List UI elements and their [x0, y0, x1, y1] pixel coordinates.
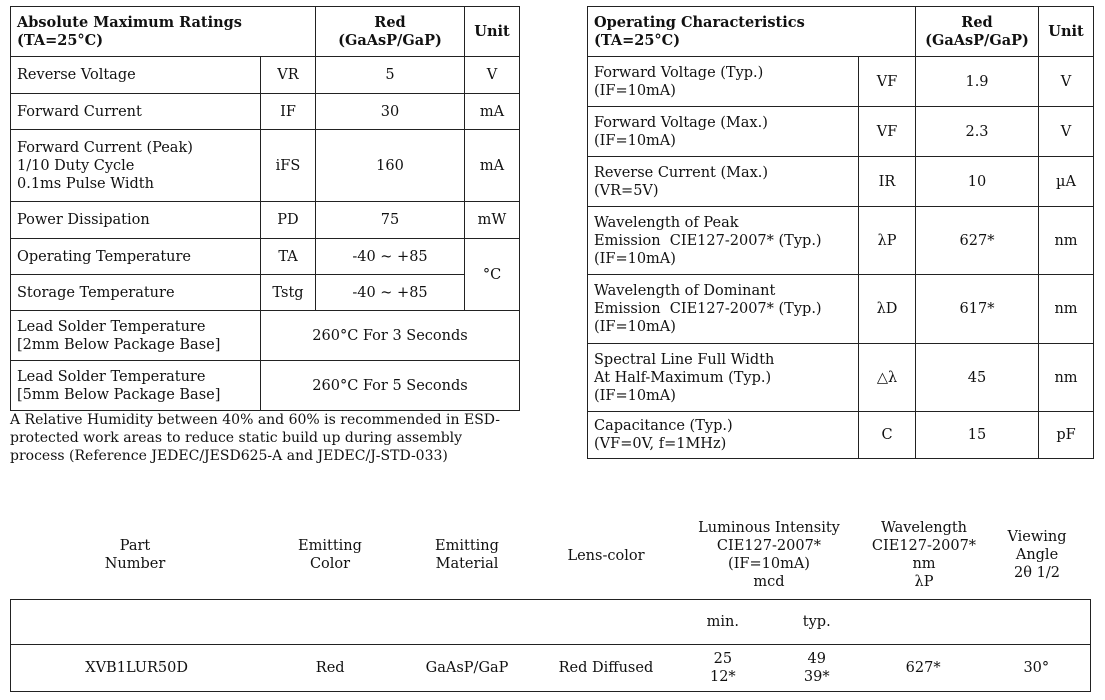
- oc-red-header: [916, 7, 1039, 57]
- header-line: Angle: [1015, 547, 1059, 563]
- header-line: nm: [912, 556, 936, 572]
- amr-title-cell: [11, 7, 316, 57]
- oc-param: [588, 412, 859, 459]
- table-row: [11, 645, 1091, 692]
- header-wavelength: [864, 519, 984, 591]
- amr-value: 260°C For 3 Seconds: [261, 311, 520, 361]
- absolute-max-ratings-table: [10, 6, 520, 411]
- typ-label: typ.: [770, 600, 864, 645]
- empty-cell: [864, 600, 983, 645]
- amr-red-header: [316, 7, 465, 57]
- header-line: 2θ 1/2: [1014, 565, 1060, 581]
- oc-unit-header: Unit: [1039, 7, 1094, 57]
- humidity-note: A Relative Humidity between 40% and 60% is recommended in ESD-protected work areas to reduce static build up during assembly process (Reference JEDEC/JESD625-A and JEDEC/J-STD-033): [10, 412, 501, 464]
- oc-param-line: Capacitance (Typ.): [594, 418, 733, 434]
- amr-param: [11, 361, 261, 411]
- amr-param-line: 0.1ms Pulse Width: [17, 175, 154, 192]
- amr-param-line: 1/10 Duty Cycle: [17, 157, 135, 174]
- oc-unit: V: [1039, 57, 1094, 107]
- amr-param-line: Lead Solder Temperature: [17, 368, 206, 385]
- amr-symbol: TA: [261, 239, 316, 275]
- luminous-min-value: 12*: [709, 669, 736, 685]
- header-line: λP: [914, 574, 934, 590]
- amr-param: Power Dissipation: [11, 202, 261, 239]
- header-line: CIE127-2007*: [871, 538, 977, 554]
- oc-value: 627*: [916, 207, 1039, 275]
- oc-param-line: Spectral Line Full Width: [594, 351, 775, 368]
- oc-param: [588, 275, 859, 344]
- oc-param-line: (IF=10mA): [594, 319, 676, 335]
- oc-param-line: (IF=10mA): [594, 82, 676, 99]
- luminous-typ-value: 49: [807, 651, 826, 667]
- oc-unit: nm: [1039, 344, 1094, 412]
- amr-value: 75: [316, 202, 465, 239]
- amr-param: [11, 311, 261, 361]
- oc-param-line: Wavelength of Dominant: [594, 283, 776, 299]
- amr-symbol: Tstg: [261, 275, 316, 311]
- oc-unit: V: [1039, 107, 1094, 157]
- oc-param-line: (VR=5V): [594, 182, 659, 199]
- header-line: Emitting: [435, 538, 499, 554]
- amr-value: 30: [316, 94, 465, 130]
- lens-color: Red Diffused: [536, 645, 676, 692]
- oc-title-cell: [588, 7, 916, 57]
- amr-param: Storage Temperature: [11, 275, 261, 311]
- oc-param: [588, 57, 859, 107]
- oc-param-line: At Half-Maximum (Typ.): [594, 369, 772, 386]
- empty-cell: [398, 600, 536, 645]
- amr-unit-header: Unit: [465, 7, 520, 57]
- header-line: Part: [119, 538, 151, 554]
- amr-red-label: Red: [374, 13, 406, 31]
- header-line: CIE127-2007*: [716, 538, 822, 554]
- oc-value: 45: [916, 344, 1039, 412]
- amr-param-line: Lead Solder Temperature: [17, 318, 206, 335]
- oc-param-line: Emission CIE127-2007* (Typ.): [594, 232, 822, 249]
- amr-title: Absolute Maximum Ratings: [17, 13, 242, 31]
- oc-condition: (TA=25°C): [594, 31, 681, 49]
- oc-param: [588, 157, 859, 207]
- oc-unit: nm: [1039, 275, 1094, 344]
- header-emitting-color: [280, 537, 380, 573]
- luminous-min-value: 25: [713, 651, 733, 667]
- oc-symbol: VF: [859, 107, 916, 157]
- amr-param: Reverse Voltage: [11, 57, 261, 94]
- oc-param: [588, 107, 859, 157]
- empty-cell: [11, 600, 263, 645]
- amr-unit: mW: [465, 202, 520, 239]
- oc-param: [588, 207, 859, 275]
- wavelength-value: 627*: [864, 645, 983, 692]
- oc-value: 617*: [916, 275, 1039, 344]
- header-line: Luminous Intensity: [698, 520, 840, 536]
- oc-symbol: λD: [859, 275, 916, 344]
- oc-param-line: Forward Voltage (Max.): [594, 114, 768, 131]
- oc-unit: nm: [1039, 207, 1094, 275]
- part-number: XVB1LUR50D: [11, 645, 263, 692]
- header-line: Material: [435, 556, 499, 572]
- amr-symbol: IF: [261, 94, 316, 130]
- oc-unit: µA: [1039, 157, 1094, 207]
- oc-symbol: λP: [859, 207, 916, 275]
- oc-param-line: Wavelength of Peak: [594, 214, 739, 231]
- oc-red-label: Red: [961, 13, 993, 31]
- empty-cell: [536, 600, 676, 645]
- oc-symbol: △λ: [859, 344, 916, 412]
- amr-param: [11, 130, 261, 202]
- amr-param-line: Forward Current (Peak): [17, 139, 193, 156]
- luminous-typ: [770, 645, 864, 692]
- empty-cell: [262, 600, 398, 645]
- oc-symbol: VF: [859, 57, 916, 107]
- emitting-color: Red: [262, 645, 398, 692]
- header-line: Color: [309, 556, 351, 572]
- amr-param: Operating Temperature: [11, 239, 261, 275]
- amr-symbol: PD: [261, 202, 316, 239]
- amr-condition: (TA=25°C): [17, 31, 104, 49]
- oc-value: 1.9: [916, 57, 1039, 107]
- header-line: Number: [104, 556, 166, 572]
- amr-value: 5: [316, 57, 465, 94]
- oc-unit: pF: [1039, 412, 1094, 459]
- amr-param-line: [2mm Below Package Base]: [17, 336, 221, 353]
- amr-symbol: VR: [261, 57, 316, 94]
- operating-characteristics-table: [587, 6, 1094, 459]
- amr-symbol: iFS: [261, 130, 316, 202]
- amr-unit: mA: [465, 94, 520, 130]
- header-emitting-material: [417, 537, 517, 573]
- amr-material-label: (GaAsP/GaP): [338, 31, 442, 49]
- emitting-material: GaAsP/GaP: [398, 645, 536, 692]
- oc-param-line: (IF=10mA): [594, 387, 676, 404]
- header-line: mcd: [753, 574, 785, 590]
- header-line: Wavelength: [880, 520, 968, 536]
- oc-symbol: C: [859, 412, 916, 459]
- header-luminous-intensity: [688, 519, 850, 591]
- header-lens-color: Lens-color: [567, 548, 645, 564]
- amr-unit: V: [465, 57, 520, 94]
- amr-param: Forward Current: [11, 94, 261, 130]
- luminous-typ-value: 39*: [803, 669, 830, 685]
- min-label: min.: [676, 600, 770, 645]
- oc-symbol: IR: [859, 157, 916, 207]
- amr-param-line: [5mm Below Package Base]: [17, 386, 221, 403]
- luminous-min: [676, 645, 770, 692]
- oc-param-line: Reverse Current (Max.): [594, 164, 769, 181]
- oc-material-label: (GaAsP/GaP): [925, 31, 1029, 49]
- oc-value: 2.3: [916, 107, 1039, 157]
- oc-value: 10: [916, 157, 1039, 207]
- amr-unit: mA: [465, 130, 520, 202]
- oc-param-line: (IF=10mA): [594, 132, 676, 149]
- empty-cell: [983, 600, 1091, 645]
- oc-value: 15: [916, 412, 1039, 459]
- header-line: Emitting: [298, 538, 362, 554]
- oc-param-line: Forward Voltage (Typ.): [594, 64, 764, 81]
- oc-param-line: Emission CIE127-2007* (Typ.): [594, 301, 822, 317]
- oc-param-line: (VF=0V, f=1MHz): [594, 436, 727, 452]
- header-part-number: [95, 537, 175, 573]
- amr-temp-unit: °C: [465, 239, 520, 311]
- part-table: [10, 599, 1091, 692]
- amr-value: 260°C For 5 Seconds: [261, 361, 520, 411]
- oc-param-line: (IF=10mA): [594, 250, 676, 267]
- oc-title: Operating Characteristics: [594, 13, 805, 31]
- header-line: Viewing: [1007, 529, 1067, 545]
- oc-param: [588, 344, 859, 412]
- amr-value: -40 ~ +85: [316, 275, 465, 311]
- header-line: (IF=10mA): [728, 556, 810, 572]
- header-viewing-angle: [997, 528, 1077, 582]
- amr-value: 160: [316, 130, 465, 202]
- viewing-angle-value: 30°: [983, 645, 1091, 692]
- amr-value: -40 ~ +85: [316, 239, 465, 275]
